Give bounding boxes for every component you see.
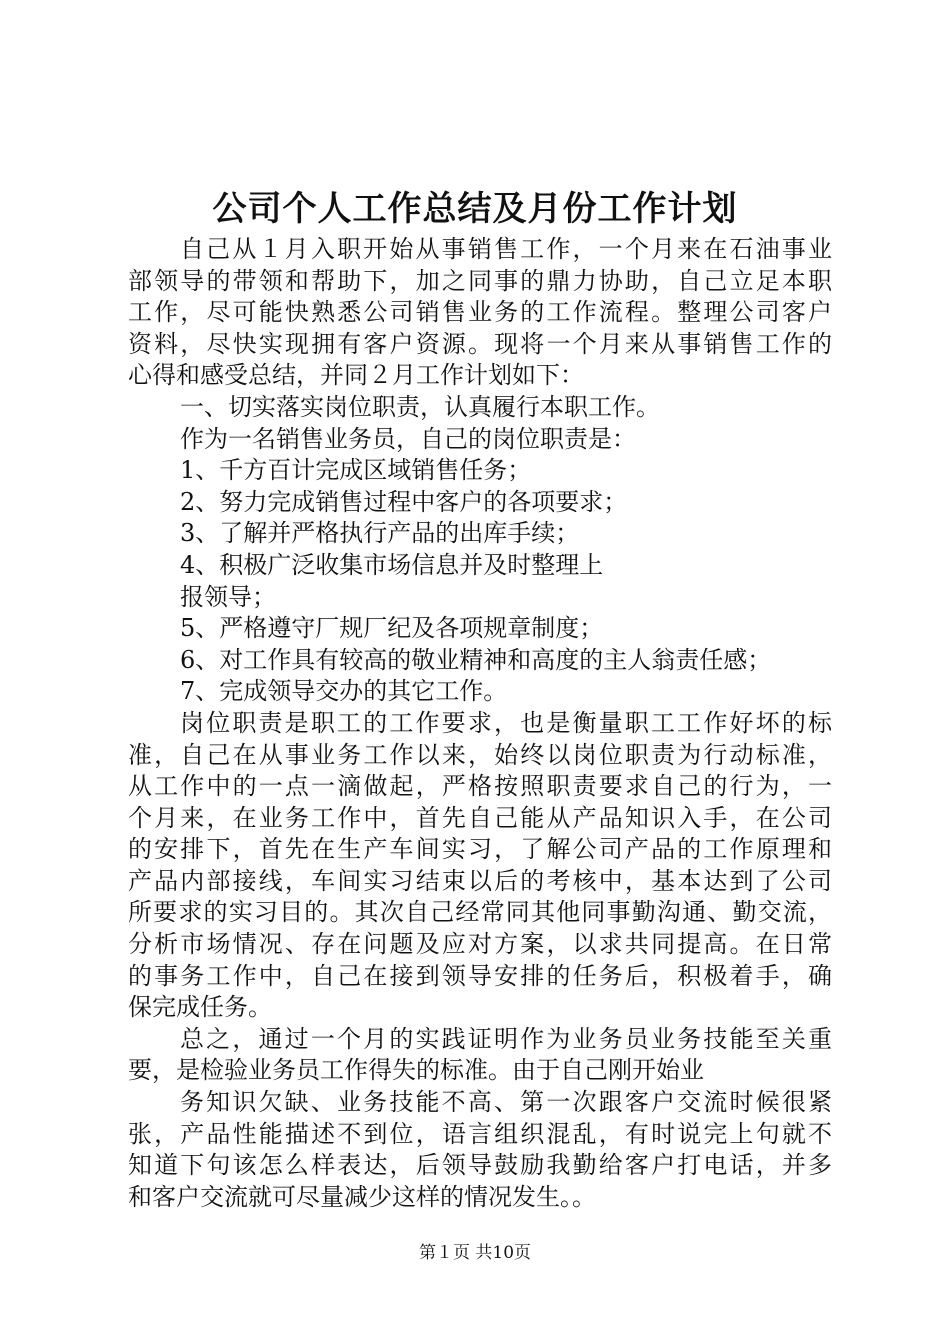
paragraph-line: 的安排下，首先在生产车间实习，了解公司产品的工作原理和 bbox=[128, 835, 832, 864]
paragraph-line: 所要求的实习目的。其次自己经常同其他同事勤沟通、勤交流， bbox=[128, 898, 832, 927]
page-number-footer: 第１页 共10页 bbox=[418, 1243, 532, 1263]
paragraph-line: 心得和感受总结，并同２月工作计划如下： bbox=[128, 361, 584, 390]
list-item: 4、积极广泛收集市场信息并及时整理上 bbox=[180, 550, 604, 579]
list-item: 5、严格遵守厂规厂纪及各项规章制度； bbox=[180, 614, 604, 643]
paragraph-line: 部领导的带领和帮助下，加之同事的鼎力协助，自己立足本职 bbox=[128, 266, 832, 295]
paragraph-line: 从工作中的一点一滴做起，严格按照职责要求自己的行为，一 bbox=[128, 772, 832, 801]
paragraph-line: 准，自己在从事业务工作以来，始终以岗位职责为行动标准， bbox=[128, 740, 832, 769]
paragraph-line: 和客户交流就可尽量减少这样的情况发生。。 bbox=[128, 1182, 596, 1211]
paragraph-line: 要，是检验业务员工作得失的标准。由于自己刚开始业 bbox=[128, 1056, 704, 1085]
list-item: 1、千方百计完成区域销售任务； bbox=[180, 456, 532, 485]
paragraph-line: 分析市场情况、存在问题及应对方案，以求共同提高。在日常 bbox=[128, 930, 832, 959]
paragraph-line: 保完成任务。 bbox=[128, 993, 272, 1022]
paragraph-line: 资料，尽快实现拥有客户资源。现将一个月来从事销售工作的 bbox=[128, 329, 832, 358]
list-item: 3、了解并严格执行产品的出库手续； bbox=[180, 519, 580, 548]
page-title: 公司个人工作总结及月份工作计划 bbox=[212, 189, 738, 229]
paragraph-line: 工作，尽可能快熟悉公司销售业务的工作流程。整理公司客户 bbox=[128, 298, 832, 327]
list-item: 2、努力完成销售过程中客户的各项要求； bbox=[180, 487, 628, 516]
paragraph-line: 的事务工作中，自己在接到领导安排的任务后，积极着手，确 bbox=[128, 961, 832, 990]
paragraph-line: 产品内部接线，车间实习结束以后的考核中，基本达到了公司 bbox=[128, 866, 832, 895]
paragraph-line: 总之，通过一个月的实践证明作为业务员业务技能至关重 bbox=[180, 1024, 832, 1053]
paragraph-line: 张，产品性能描述不到位，语言组织混乱，有时说完上句就不 bbox=[128, 1119, 832, 1148]
paragraph-line: 知道下句该怎么样表达，后领导鼓励我勤给客户打电话，并多 bbox=[128, 1151, 832, 1180]
paragraph-line: 务知识欠缺、业务技能不高、第一次跟客户交流时候很紧 bbox=[180, 1088, 832, 1117]
paragraph-line: 作为一名销售业务员，自己的岗位职责是： bbox=[180, 424, 636, 453]
list-item: 6、对工作具有较高的敬业精神和高度的主人翁责任感； bbox=[180, 645, 772, 674]
document-body bbox=[128, 234, 832, 1213]
list-item: 报领导； bbox=[180, 582, 276, 611]
paragraph-line: 自己从１月入职开始从事销售工作，一个月来在石油事业 bbox=[180, 235, 832, 263]
list-item: 7、完成领导交办的其它工作。 bbox=[180, 677, 508, 706]
section-heading: 一、切实落实岗位职责，认真履行本职工作。 bbox=[180, 392, 660, 421]
paragraph-line: 岗位职责是职工的工作要求，也是衡量职工工作好坏的标 bbox=[180, 708, 832, 737]
paragraph-line: 个月来，在业务工作中，首先自己能从产品知识入手，在公司 bbox=[128, 803, 832, 832]
